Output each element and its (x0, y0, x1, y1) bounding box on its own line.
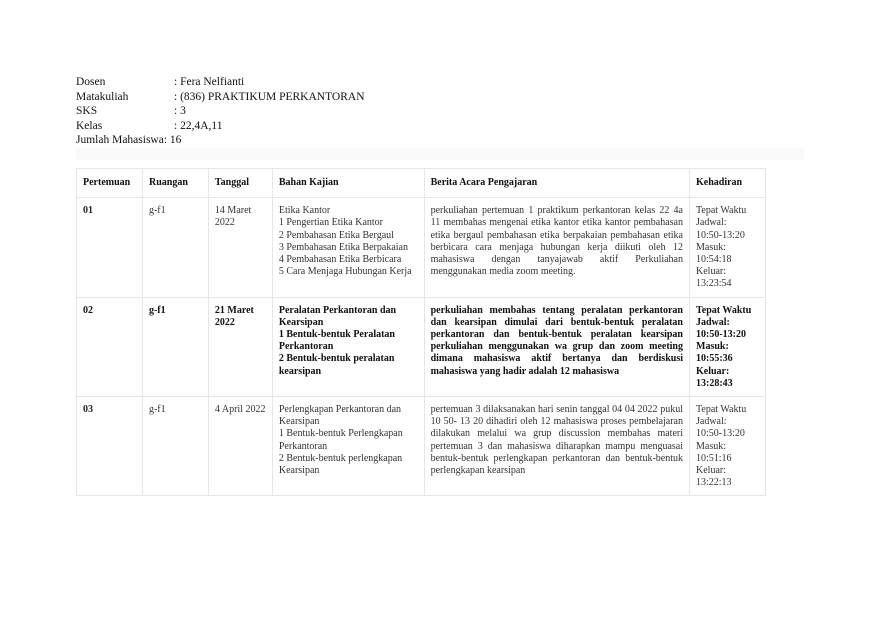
cell-kehadiran-line: Tepat Waktu (696, 205, 747, 217)
cell-kehadiran-line: 10:50-13:20 (696, 329, 746, 341)
cell-bahan-kajian-line: 1 Bentuk-bentuk Peralatan Perkantoran (278, 329, 395, 353)
cell-kehadiran-line: Jadwal: (696, 217, 727, 229)
info-jumlah (76, 133, 365, 148)
cell-kehadiran-line: 10:51:16 (696, 452, 732, 464)
jumlah-value: : 16 (163, 134, 182, 146)
table-row (77, 198, 766, 297)
cell-bahan-kajian-line: 1 Pengertian Etika Kantor (278, 217, 383, 229)
cell-bahan-kajian-line: 2 Bentuk-bentuk perlengkapan Kearsipan (278, 452, 403, 477)
cell-kehadiran-line: 13:23:54 (696, 278, 732, 290)
cell-bahan-kajian (272, 198, 424, 297)
info-kelas (76, 119, 365, 134)
cell-bahan-kajian-line: 2 Pembahasan Etika Bergaul (278, 229, 394, 241)
kelas-value: : 22,4A,11 (174, 119, 223, 132)
table-header-row (77, 169, 766, 198)
dosen-value: : Fera Nelfianti (174, 76, 245, 88)
cell-kehadiran-line: Tepat Waktu (696, 304, 752, 316)
cell-berita-acara: perkuliahan pertemuan 1 praktikum perkantoran kelas 22 4a 11 membahas mengenai etika kantor etika kantor pembahasan etika bergaul pembahasan etika berpakaian pembahasan etika berbicara cara menjaga hubungan kerja diikuti oleh 12 mahasiswa dengan tanyajawab aktif Perkuliahan menggunakan media zoom meeting. (424, 198, 689, 297)
teaching-record-table (76, 168, 766, 496)
cell-kehadiran-line: Jadwal: (696, 316, 730, 328)
cell-berita-acara: pertemuan 3 dilaksanakan hari senin tanggal 04 04 2022 pukul 10 50- 13 20 dihadiri oleh 12 mahasiswa proses pembelajaran dilakukan melalui wa grup discussion membahas materi pertemuan 3 dan mahasiswa diharapkan mampu menguasai bentuk-bentuk perlengkapan perkantoran dan bentuk-bentuk perlengkapan kearsipan (424, 397, 689, 496)
cell-pertemuan: 02 (77, 297, 143, 396)
cell-bahan-kajian-line: 4 Pembahasan Etika Berbicara (278, 254, 402, 266)
cell-tanggal: 4 April 2022 (208, 397, 272, 496)
kelas-label: Kelas (76, 119, 103, 132)
info-dosen (76, 75, 365, 90)
cell-pertemuan: 01 (77, 198, 143, 297)
table-row (77, 297, 766, 396)
col-header-kehadiran: Kehadiran (690, 169, 766, 198)
cell-kehadiran (690, 198, 766, 297)
cell-bahan-kajian (272, 297, 424, 396)
cell-berita-acara: perkuliahan membahas tentang peralatan perkantoran dan kearsipan dimulai dari bentuk-bentuk peralatan perkantoran dan bentuk-bentuk peralatan kearsipan perkuliahan menggunakan wa grup dan zoom meeting dimana mahasiswa aktif bertanya dan berdiskusi mahasiswa yang hadir adalah 12 mahasiswa (424, 297, 689, 396)
col-header-pertemuan: Pertemuan (77, 169, 143, 198)
info-matakuliah (76, 90, 365, 105)
cell-bahan-kajian-line: Peralatan Perkantoran dan Kearsipan (278, 304, 397, 328)
table-body (77, 198, 766, 496)
col-header-berita-acara: Berita Acara Pengajaran (424, 169, 689, 198)
cell-kehadiran-line: Keluar: (696, 465, 726, 477)
cell-bahan-kajian-line: 1 Bentuk-bentuk Perlengkapan Perkantoran (278, 428, 403, 452)
cell-kehadiran-line: 10:55:36 (696, 353, 733, 365)
cell-kehadiran-line: 10:54:18 (696, 254, 732, 266)
jumlah-label: Jumlah Mahasiswa (76, 134, 164, 146)
cell-tanggal: 21 Maret 2022 (208, 297, 272, 396)
cell-kehadiran-line: Keluar: (696, 266, 726, 278)
cell-ruangan: g-f1 (142, 297, 208, 396)
cell-kehadiran (690, 297, 766, 396)
cell-kehadiran (690, 397, 766, 496)
cell-bahan-kajian (272, 397, 424, 496)
cell-kehadiran-line: 13:22:13 (696, 477, 732, 489)
sks-label: SKS (76, 105, 98, 117)
cell-kehadiran-line: 10:50-13:20 (696, 428, 745, 440)
cell-kehadiran-line: Masuk: (696, 440, 726, 452)
cell-kehadiran-line: 10:50-13:20 (696, 229, 745, 241)
matakuliah-label: Matakuliah (76, 90, 129, 103)
cell-bahan-kajian-line: 5 Cara Menjaga Hubungan Kerja (278, 266, 412, 278)
dosen-label: Dosen (76, 76, 106, 88)
cell-ruangan: g-f1 (142, 198, 208, 297)
cell-kehadiran-line: Keluar: (696, 365, 730, 377)
course-info (76, 75, 365, 148)
info-sks (76, 104, 365, 119)
cell-bahan-kajian-line: 3 Pembahasan Etika Berpakaian (278, 241, 408, 253)
cell-kehadiran-line: 13:28:43 (696, 377, 733, 389)
sks-value: : 3 (174, 105, 186, 117)
cell-bahan-kajian-line: Etika Kantor (278, 205, 331, 217)
cell-bahan-kajian-line: Perlengkapan Perkantoran dan Kearsipan (278, 404, 402, 428)
shade-band (76, 148, 804, 160)
cell-kehadiran-line: Masuk: (696, 341, 729, 353)
col-header-tanggal: Tanggal (208, 169, 272, 198)
col-header-ruangan: Ruangan (142, 169, 208, 198)
cell-kehadiran-line: Tepat Waktu (696, 404, 747, 416)
table-row (77, 397, 766, 496)
col-header-bahan-kajian: Bahan Kajian (272, 169, 424, 198)
cell-bahan-kajian-line: 2 Bentuk-bentuk peralatan kearsipan (278, 353, 395, 377)
cell-kehadiran-line: Jadwal: (696, 416, 727, 428)
cell-kehadiran-line: Masuk: (696, 241, 726, 253)
matakuliah-value: : (836) PRAKTIKUM PERKANTORAN (174, 90, 365, 103)
cell-ruangan: g-f1 (142, 397, 208, 496)
cell-tanggal: 14 Maret 2022 (208, 198, 272, 297)
cell-pertemuan: 03 (77, 397, 143, 496)
